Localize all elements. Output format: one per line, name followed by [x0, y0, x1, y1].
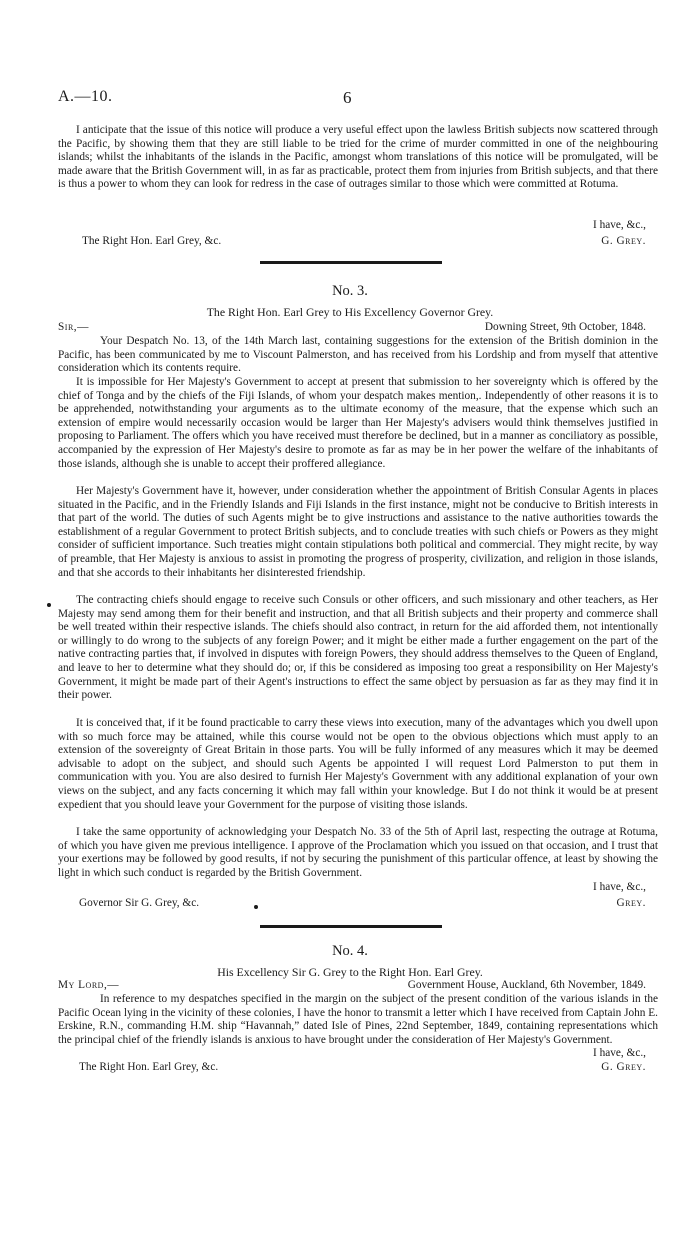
- letter-4-paragraph-1: In reference to my despatches specified in the margin on the subject of the present condition of the various islands in the Pacific Ocean lying in the vicinity of these colonies, I have the honor to transmit a letter which I have received from Captain John E. Erskine, R.N., commanding H.M. ship “Havannah,” dated Isle of Pines, 22nd September, 1849, containing representations which the principal chief of the friendly islands is anxious to have brought under the consideration of Her Majesty's Government.: [58, 993, 658, 1046]
- letter-3-closing: I have, &c.,: [592, 881, 646, 893]
- letter-3-paragraph-1: Your Despatch No. 13, of the 14th March last, containing suggestions for the extension of the British dominion in the Pacific, has been communicated by me to Viscount Palmerston, and has received from his Lordship and from myself that attentive consideration which its contents require.: [58, 335, 658, 375]
- intro-addressee: The Right Hon. Earl Grey, &c.: [82, 235, 222, 247]
- intro-closing: I have, &c.,: [592, 219, 646, 231]
- letter-4-salutation: My Lord,—: [58, 979, 120, 991]
- letter-3-place-date: Downing Street, 9th October, 1848.: [484, 321, 646, 333]
- intro-signature: G. Grey.: [601, 235, 646, 247]
- letter-3-paragraph-4: The contracting chiefs should engage to receive such Consuls or other officers, and such missionary and other teachers, as Her Majesty may send among them for their benefit and instruction, and that all British subjects and their property and commerce shall be well treated within their respective islands. The chiefs should also contract, in return for the aid afforded them, not intentionally or willingly to do wrong to the subjects of any foreign Power; and it might be either made a further engagement on the part of the native contracting parties that, if involved in disputes with foreign Powers, they should address themselves to the Queen of England, and leave to her to determine what they should do; or, if this be considered as imposing too great a responsibility on Her Majesty's Government, it might be made part of their Agent's instructions to effect the same object by persuasion as far as they may find it in their power.: [58, 594, 658, 702]
- section-divider: [260, 925, 442, 928]
- letter-3-heading: No. 3.: [332, 283, 368, 299]
- letter-4-addressee: The Right Hon. Earl Grey, &c.: [79, 1061, 219, 1073]
- letter-3-signature: Grey.: [616, 897, 646, 909]
- section-divider: [260, 261, 442, 264]
- letter-3-subheading: The Right Hon. Earl Grey to His Excellency Governor Grey.: [206, 305, 494, 319]
- letter-3-paragraph-3: Her Majesty's Government have it, however, under consideration whether the appointment of British Consular Agents in places situated in the Pacific, and in the Friendly Islands and Fiji Islands in the first instance, might not be conducive to British interests in that part of the world. The duties of such Agents might be to give instructions and assistance to the native authorities towards the establishment of a regular Government to protect British subjects, and to conclude treaties with such chiefs or Powers as they might consider of sufficient importance. Such treaties might contain stipulations both political and commercial. They might recite, by way of preamble, that Her Majesty is anxious to assist in promoting the progress of prosperity, civilization, and religion in those islands, and that she accords to their inhabitants her disinterested friendship.: [58, 485, 658, 579]
- letter-4-closing: I have, &c.,: [592, 1047, 646, 1059]
- intro-paragraph: I anticipate that the issue of this notice will produce a very useful effect upon the lawless British subjects now scattered through the Pacific, by showing them that they are still liable to be tried for the crime of murder committed in one of the neighbouring islands; whilst the inhabitants of the islands in the Pacific, amongst whom translations of this notice will be promulgated, will be made aware that the British Government will, in as far as practicable, protect them from injuries from British subjects, and that there is thus a power to whom they can look for redress in the case of outrages similar to those which were committed at Rotuma.: [58, 124, 658, 191]
- letter-4-signature: G. Grey.: [601, 1061, 646, 1073]
- margin-mark: [254, 905, 258, 909]
- letter-4-heading: No. 4.: [332, 943, 368, 959]
- document-reference: A.—10.: [58, 88, 113, 105]
- letter-3-addressee: Governor Sir G. Grey, &c.: [79, 897, 200, 909]
- letter-4-place-date: Government House, Auckland, 6th November, 1849.: [407, 979, 646, 991]
- letter-4-subheading: His Excellency Sir G. Grey to the Right Hon. Earl Grey.: [217, 965, 483, 979]
- letter-3-paragraph-2: It is impossible for Her Majesty's Government to accept at present that submission to her sovereignty which is offered by the chief of Tonga and by the chiefs of the Fiji Islands, of whom your despatch makes mention,. Independently of other reasons it is to be apprehended, notwithstanding your arguments as to the ultimate economy of the measure, that the expense which such an extension of empire would necessarily occasion would be larger than Her Majesty's advisers would think themselves justified in proposing to Parliament. The offers which you have received must therefore be declined, but in a manner as conciliatory as possible, accompanied by the expression of Her Majesty's desire to promote as far as may be in her power the welfare of the inhabitants of those islands, although she is unable to accept their proffered allegiance.: [58, 376, 658, 470]
- page-number: 6: [343, 88, 352, 107]
- letter-3-salutation: Sir,—: [58, 321, 89, 333]
- margin-mark: [47, 603, 51, 607]
- letter-3-paragraph-6: I take the same opportunity of acknowledging your Despatch No. 33 of the 5th of April last, respecting the outrage at Rotuma, of which you have given me previous intelligence. I approve of the Proclamation which you issued on that occasion, and I trust that your exertions may be followed by good results, if not by securing the punishment of this particular offence, at least by showing the light in which such conduct is regarded by the British Government.: [58, 826, 658, 879]
- letter-3-paragraph-5: It is conceived that, if it be found practicable to carry these views into execution, many of the advantages which you dwell upon with so much force may be attained, while this course would not be open to the obvious objections which must apply to an extension of the sovereignty of Great Britain in those parts. You will be fully informed of any measures which it may be deemed advisable to adopt on the subject, and should such Agents be appointed I will request Lord Palmerston to put them in communication with you. You are also desired to furnish Her Majesty's Government with any additional explanation of your own views on the subject, and any facts concerning it which may fall within your knowledge. But I do not think it would be at present expedient that you should leave your Government for the purpose of visiting those islands.: [58, 717, 658, 811]
